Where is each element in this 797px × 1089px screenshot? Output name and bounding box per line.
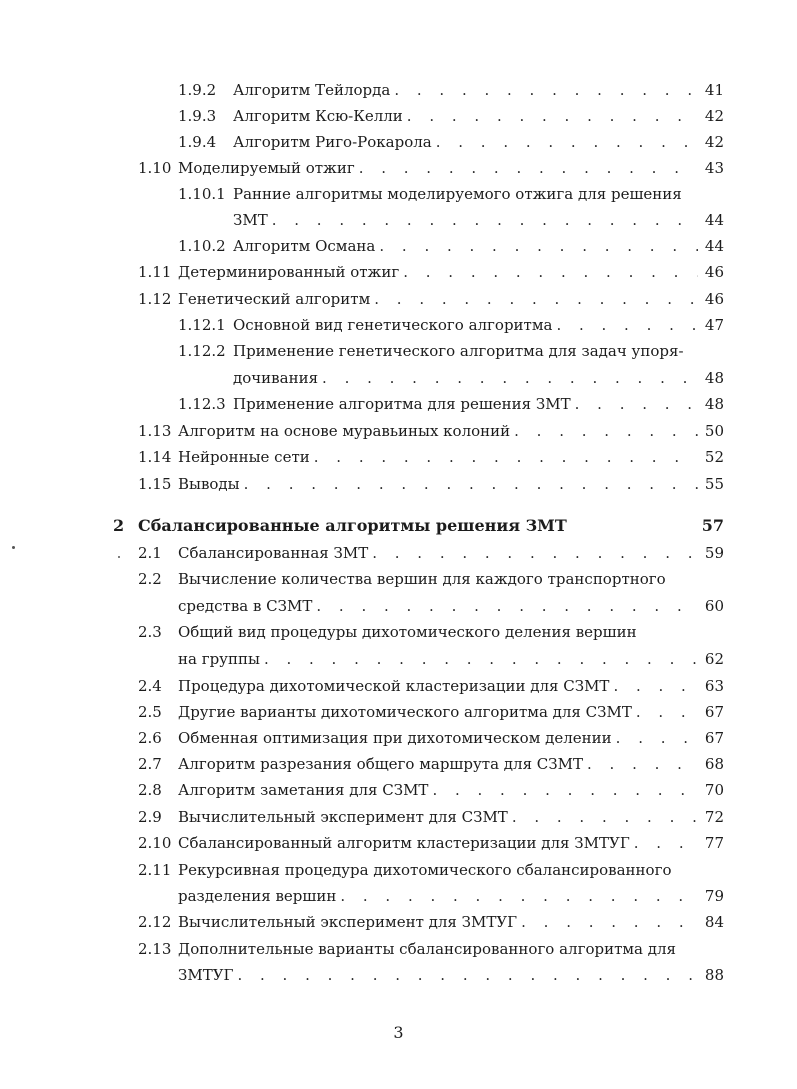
toc-entry-row[interactable] <box>0 287 724 311</box>
toc-entry-title: Сбалансированные алгоритмы решения ЗМТ <box>138 516 567 535</box>
toc-entry-number: 2.9 <box>138 808 162 826</box>
toc-entry-number: 2.10 <box>138 834 172 852</box>
toc-entry-title: Алгоритм на основе муравьиных колоний <box>178 422 511 440</box>
toc-dot-leader <box>359 156 698 180</box>
toc-entry-page: 46 <box>704 263 724 281</box>
toc-entry-number: 2.3 <box>138 623 162 641</box>
toc-entry-title: Алгоритм Ксю-Келли <box>233 107 403 125</box>
toc-entry-row[interactable] <box>0 620 724 644</box>
toc-entry-row[interactable] <box>0 726 724 750</box>
toc-dot-leader <box>322 366 698 390</box>
toc-entry-page: 62 <box>704 650 724 668</box>
toc-entry-page: 42 <box>704 107 724 125</box>
toc-entry-page: 67 <box>704 703 724 721</box>
toc-entry-row[interactable] <box>0 752 724 776</box>
toc-entry-number: 2.5 <box>138 703 162 721</box>
toc-entry-page: 47 <box>704 316 724 334</box>
toc-dot-leader <box>374 287 698 311</box>
toc-entry-title: Моделируемый отжиг <box>178 159 355 177</box>
toc-entry-row[interactable] <box>0 366 724 390</box>
toc-entry-row[interactable] <box>0 884 724 908</box>
toc-entry-page: 44 <box>704 211 724 229</box>
toc-entry-title: Алгоритм Риго-Рокарола <box>233 133 432 151</box>
toc-entry-row[interactable] <box>0 778 724 802</box>
toc-entry-page: 57 <box>701 516 724 535</box>
toc-entry-title: Вычислительный эксперимент для ЗМТУГ <box>178 913 518 931</box>
toc-entry-row[interactable] <box>0 392 724 416</box>
toc-entry-title: Выводы <box>178 475 240 493</box>
toc-entry-row[interactable] <box>0 567 724 591</box>
toc-entry-title: ЗМТ <box>233 211 268 229</box>
toc-entry-row[interactable] <box>0 472 724 496</box>
toc-entry-page: 46 <box>704 290 724 308</box>
toc-entry-page: 48 <box>704 369 724 387</box>
toc-entry-title: Процедура дихотомической кластеризации для СЗМТ <box>178 677 610 695</box>
toc-entry-page: 67 <box>704 729 724 747</box>
toc-entry-title: Вычисление количества вершин для каждого транспортного <box>178 570 666 588</box>
toc-entry-title: на группы <box>178 650 260 668</box>
toc-entry-number: 2.12 <box>138 913 172 931</box>
toc-entry-title: средства в СЗМТ <box>178 597 313 615</box>
toc-dot-leader <box>613 674 698 698</box>
toc-entry-number: 2.1 <box>138 544 162 562</box>
toc-entry-row[interactable] <box>0 541 724 565</box>
toc-entry-title: Вычислительный эксперимент для СЗМТ <box>178 808 508 826</box>
toc-entry-title: Дополнительные варианты сбалансированного алгоритма для <box>178 940 676 958</box>
toc-entry-row[interactable] <box>0 182 724 206</box>
toc-entry-number: 2.7 <box>138 755 162 773</box>
toc-dot-leader <box>512 805 698 829</box>
toc-entry-page: 59 <box>704 544 724 562</box>
toc-entry-row[interactable] <box>0 805 724 829</box>
toc-entry-number: 1.9.3 <box>178 107 217 125</box>
toc-dot-leader <box>314 445 698 469</box>
toc-entry-row[interactable] <box>0 260 724 284</box>
toc-entry-number: 1.12.2 <box>178 342 226 360</box>
toc-entry-number: 2 <box>113 516 125 535</box>
toc-entry-row[interactable] <box>0 156 724 180</box>
toc-entry-page: 48 <box>704 395 724 413</box>
toc-dot-leader <box>244 472 698 496</box>
toc-entry-number: 1.10 <box>138 159 172 177</box>
toc-entry-title: Генетический алгоритм <box>178 290 371 308</box>
toc-entry-title: Применение алгоритма для решения ЗМТ <box>233 395 571 413</box>
toc-entry-number: 2.8 <box>138 781 162 799</box>
scan-speck <box>118 556 120 558</box>
toc-entry-number: 2.11 <box>138 861 172 879</box>
toc-entry-page: 42 <box>704 133 724 151</box>
toc-dot-leader <box>634 831 698 855</box>
toc-entry-row[interactable] <box>0 445 724 469</box>
toc-entry-page: 70 <box>704 781 724 799</box>
toc-entry-number: 1.12.3 <box>178 395 226 413</box>
toc-dot-leader <box>521 910 698 934</box>
toc-entry-page: 77 <box>704 834 724 852</box>
toc-entry-page: 43 <box>704 159 724 177</box>
toc-entry-row[interactable] <box>0 130 724 154</box>
toc-entry-row[interactable] <box>0 910 724 934</box>
toc-dot-leader <box>394 78 698 102</box>
toc-dot-leader <box>372 541 698 565</box>
toc-dot-leader <box>514 419 698 443</box>
toc-dot-leader <box>264 647 698 671</box>
toc-entry-row[interactable] <box>0 647 724 671</box>
toc-entry-number: 2.6 <box>138 729 162 747</box>
toc-entry-number: 1.9.2 <box>178 81 217 99</box>
toc-dot-leader <box>403 260 698 284</box>
toc-entry-title: разделения вершин <box>178 887 337 905</box>
toc-entry-row[interactable] <box>0 963 724 987</box>
toc-entry-number: 2.2 <box>138 570 162 588</box>
toc-entry-row[interactable] <box>0 419 724 443</box>
toc-entry-page: 55 <box>704 475 724 493</box>
scan-speck <box>12 546 15 549</box>
toc-entry-page: 44 <box>704 237 724 255</box>
toc-entry-row[interactable] <box>0 831 724 855</box>
toc-entry-number: 1.9.4 <box>178 133 217 151</box>
toc-entry-row[interactable] <box>0 594 724 618</box>
toc-chapter-row[interactable] <box>0 514 724 538</box>
toc-entry-title: Основной вид генетического алгоритма <box>233 316 553 334</box>
toc-dot-leader <box>316 594 698 618</box>
toc-dot-leader <box>407 104 698 128</box>
toc-entry-row[interactable] <box>0 339 724 363</box>
toc-entry-title: Другие варианты дихотомического алгоритма для СЗМТ <box>178 703 632 721</box>
toc-entry-row[interactable] <box>0 104 724 128</box>
toc-entry-number: 1.12 <box>138 290 172 308</box>
toc-dot-leader <box>587 752 698 776</box>
toc-entry-number: 1.10.1 <box>178 185 226 203</box>
toc-entry-title: Детерминированный отжиг <box>178 263 400 281</box>
toc-entry-title: Рекурсивная процедура дихотомического сбалансированного <box>178 861 672 879</box>
toc-entry-page: 63 <box>704 677 724 695</box>
toc-entry-title: Алгоритм заметания для СЗМТ <box>178 781 429 799</box>
toc-entry-row[interactable] <box>0 313 724 337</box>
toc-entry-page: 52 <box>704 448 724 466</box>
toc-entry-row[interactable] <box>0 78 724 102</box>
toc-dot-leader <box>436 130 698 154</box>
toc-entry-title: Сбалансированный алгоритм кластеризации для ЗМТУГ <box>178 834 630 852</box>
toc-entry-row[interactable] <box>0 674 724 698</box>
toc-dot-leader <box>556 313 698 337</box>
toc-entry-number: 1.14 <box>138 448 172 466</box>
toc-entry-title: дочивания <box>233 369 319 387</box>
toc-entry-number: 1.11 <box>138 263 172 281</box>
toc-entry-row[interactable] <box>0 700 724 724</box>
toc-dot-leader <box>575 392 698 416</box>
toc-dot-leader <box>379 234 698 258</box>
toc-entry-title: Алгоритм Османа <box>233 237 376 255</box>
toc-entry-title: Нейронные сети <box>178 448 310 466</box>
toc-entry-page: 41 <box>704 81 724 99</box>
toc-entry-title: Алгоритм Тейлорда <box>233 81 391 99</box>
toc-entry-page: 60 <box>704 597 724 615</box>
toc-entry-page: 79 <box>704 887 724 905</box>
toc-entry-page: 84 <box>704 913 724 931</box>
toc-entry-title: Применение генетического алгоритма для задач упоря- <box>233 342 684 360</box>
toc-entry-title: Ранние алгоритмы моделируемого отжига для решения <box>233 185 682 203</box>
toc-entry-row[interactable] <box>0 937 724 961</box>
toc-dot-leader <box>340 884 698 908</box>
toc-dot-leader <box>432 778 698 802</box>
toc-entry-page: 88 <box>704 966 724 984</box>
toc-entry-title: Сбалансированная ЗМТ <box>178 544 369 562</box>
toc-entry-title: Общий вид процедуры дихотомического деления вершин <box>178 623 637 641</box>
toc-entry-title: Обменная оптимизация при дихотомическом делении <box>178 729 612 747</box>
page-number: 3 <box>393 1023 404 1042</box>
toc-entry-row[interactable] <box>0 208 724 232</box>
toc-entry-page: 72 <box>704 808 724 826</box>
toc-entry-row[interactable] <box>0 234 724 258</box>
toc-entry-number: 2.13 <box>138 940 172 958</box>
toc-entry-number: 2.4 <box>138 677 162 695</box>
toc-dot-leader <box>616 726 698 750</box>
toc-entry-title: ЗМТУГ <box>178 966 234 984</box>
toc-entry-number: 1.13 <box>138 422 172 440</box>
toc-dot-leader <box>237 963 698 987</box>
toc-entry-page: 50 <box>704 422 724 440</box>
toc-entry-number: 1.15 <box>138 475 172 493</box>
toc-entry-number: 1.10.2 <box>178 237 226 255</box>
toc-entry-number: 1.12.1 <box>178 316 226 334</box>
toc-entry-row[interactable] <box>0 858 724 882</box>
toc-dot-leader <box>636 700 698 724</box>
toc-entry-title: Алгоритм разрезания общего маршрута для СЗМТ <box>178 755 583 773</box>
toc-entry-page: 68 <box>704 755 724 773</box>
toc-dot-leader <box>272 208 698 232</box>
